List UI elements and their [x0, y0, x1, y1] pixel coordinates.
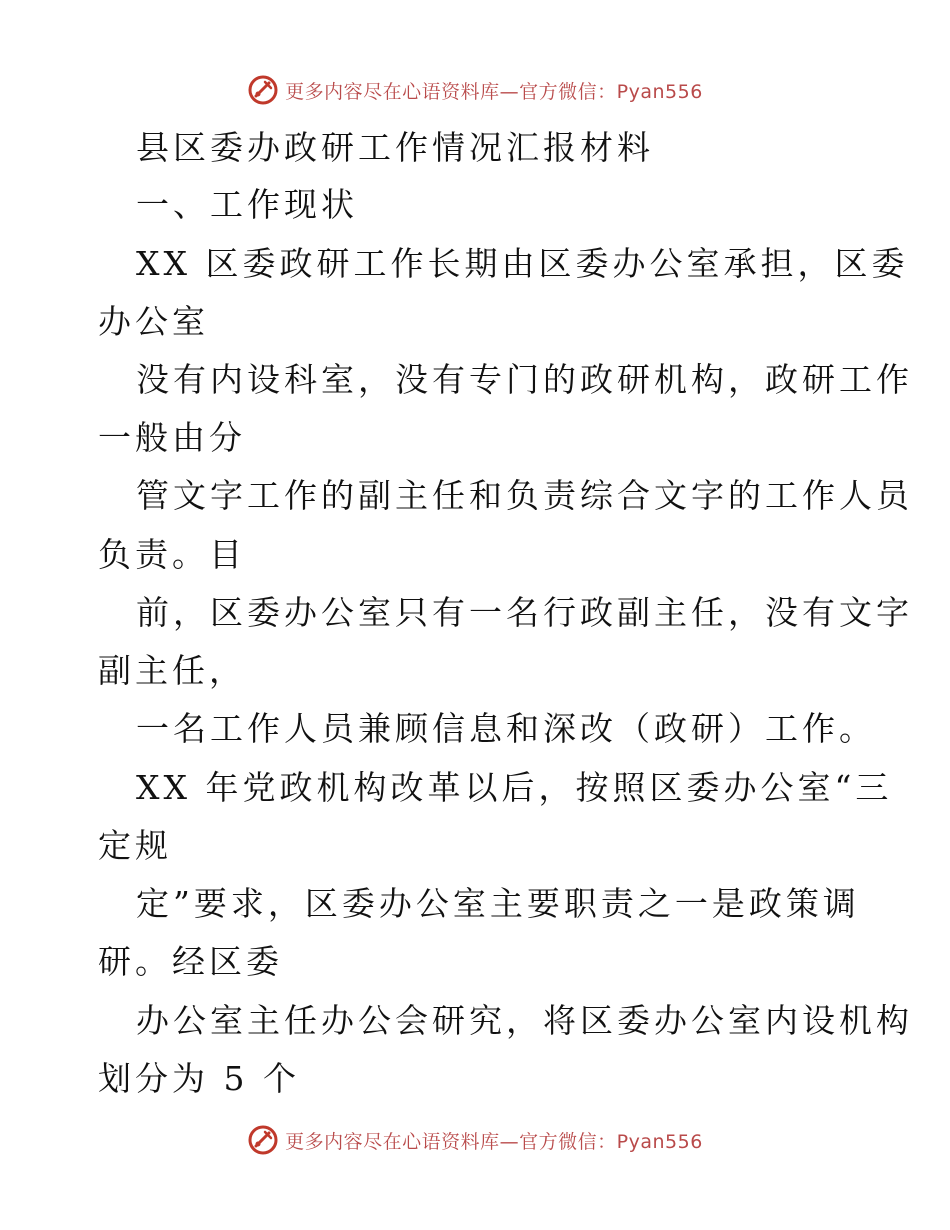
paragraph-line: XX 年党政机构改革以后，按照区委办公室“三	[136, 768, 893, 807]
paragraph-line: 办公室	[98, 302, 209, 341]
watermark-text: 更多内容尽在心语资料库—官方微信：Pyan556	[285, 80, 703, 103]
paragraph-line: 一般由分	[98, 418, 246, 457]
section-heading: 一、工作现状	[136, 185, 358, 224]
paragraph-line: 副主任，	[98, 651, 246, 690]
watermark-text: 更多内容尽在心语资料库—官方微信：Pyan556	[285, 1130, 703, 1153]
footer-watermark	[0, 1120, 950, 1160]
paragraph-line: 定规	[98, 826, 172, 865]
paragraph-line: 一名工作人员兼顾信息和深改（政研）工作。	[136, 709, 876, 748]
paragraph-line: 管文字工作的副主任和负责综合文字的工作人员	[136, 476, 913, 515]
paragraph-line: 前，区委办公室只有一名行政副主任，没有文字	[136, 593, 913, 632]
red-seal-logo-icon	[247, 1124, 279, 1156]
paragraph-line: 研。经区委	[98, 942, 283, 981]
paragraph-line: XX 区委政研工作长期由区委办公室承担，区委	[136, 244, 909, 283]
paragraph-line: 办公室主任办公会研究，将区委办公室内设机构	[136, 1001, 913, 1040]
paragraph-line: 负责。目	[98, 535, 246, 574]
paragraph-line: 定”要求，区委办公室主要职责之一是政策调	[136, 884, 860, 923]
document-title: 县区委办政研工作情况汇报材料	[136, 128, 654, 167]
paragraph-line: 划分为 5 个	[98, 1059, 300, 1098]
paragraph-line: 没有内设科室，没有专门的政研机构，政研工作	[136, 360, 913, 399]
